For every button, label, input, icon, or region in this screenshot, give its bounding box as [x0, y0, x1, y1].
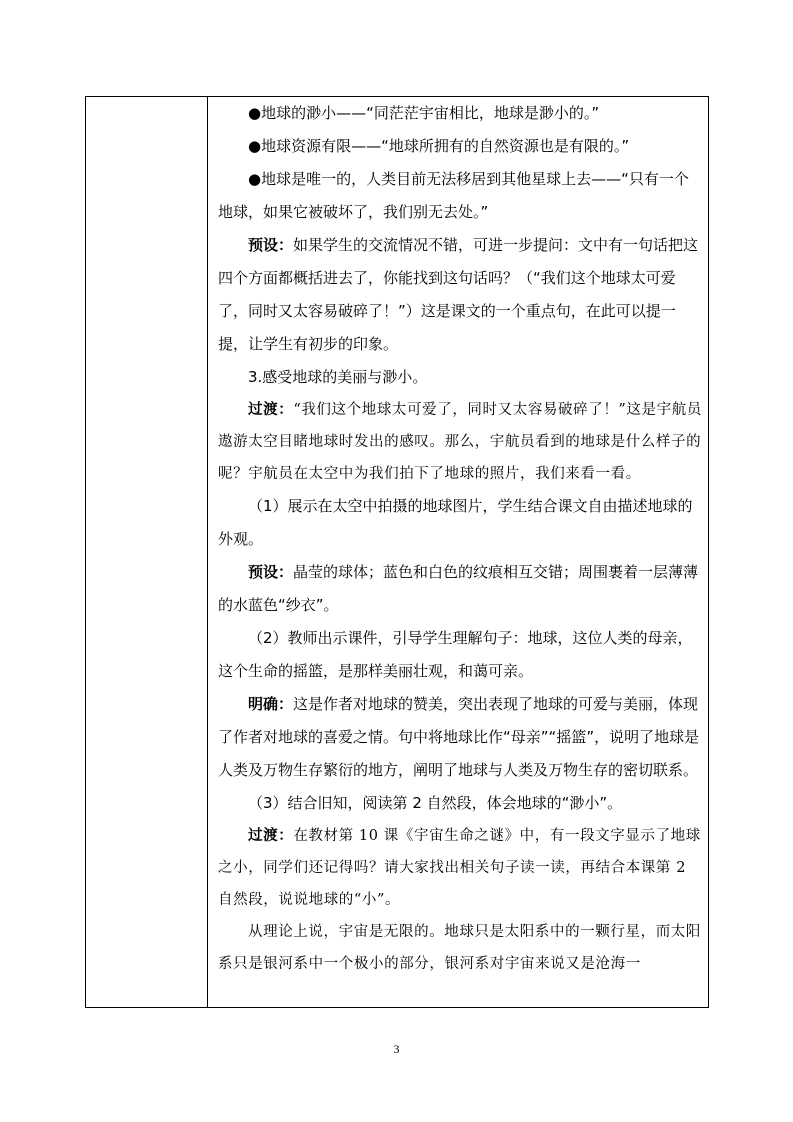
preset-paragraph-1: [218, 229, 702, 361]
preset-paragraph-2: [218, 556, 702, 622]
transition-paragraph-1: [218, 394, 702, 490]
bullet-earth-small: ●地球的渺小——“同茫茫宇宙相比，地球是渺小的。”: [248, 104, 600, 122]
clarify-text: 这是作者对地球的赞美，突出表现了地球的可爱与美丽，体现了作者对地球的喜爱之情。句中将地球比作“母亲”“摇篮”，说明了地球是人类及万物生存繁衍的地方，阐明了地球与人类及万物生存的密切联系。: [218, 695, 700, 779]
step-1-paragraph: （1）展示在太空中拍摄的地球图片，学生结合课文自由描述地球的外观。: [218, 497, 693, 548]
transition-paragraph-2: [218, 820, 702, 916]
clarify-label: 明确：: [248, 695, 294, 713]
preset-text: 如果学生的交流情况不错，可进一步提问：文中有一句话把这四个方面都概括进去了，你能找到这句话吗？（“我们这个地球太可爱了，同时又太容易破碎了！”）这是课文的一个重点句，在此可以提一提，让学生有初步的印象。: [218, 236, 699, 353]
preset-text: 晶莹的球体；蓝色和白色的纹痕相互交错；周围裹着一层薄薄的水蓝色“纱衣”。: [218, 563, 699, 614]
transition-text: “我们这个地球太可爱了，同时又太容易破碎了！”这是宇航员遨游太空目睹地球时发出的感叹。那么，宇航员看到的地球是什么样子的呢？宇航员在太空中为我们拍下了地球的照片，我们来看一看。: [218, 402, 702, 482]
table-content-cell: [218, 97, 702, 980]
transition-text: 在教材第 10 课《宇宙生命之谜》中，有一段文字显示了地球之小，同学们还记得吗？请大家找出相关句子读一读，再结合本课第 2 自然段，说说地球的“小”。: [218, 828, 701, 908]
transition-label: 过渡：: [248, 828, 294, 844]
step-2-paragraph: （2）教师出示课件，引导学生理解句子：地球，这位人类的母亲，这个生命的摇篮，是那样美丽壮观，和蔼可亲。: [218, 629, 693, 680]
clarify-paragraph: [218, 688, 702, 787]
bullet-resources-limited: ●地球资源有限——“地球所拥有的自然资源也是有限的。”: [248, 137, 630, 155]
preset-label: 预设：: [248, 236, 294, 254]
table-left-column: [86, 97, 208, 1007]
bullet-earth-unique: ●地球是唯一的，人类目前无法移居到其他星球上去——“只有一个地球，如果它被破坏了，我们别无去处。”: [218, 170, 689, 221]
section-heading-3: 3.感受地球的美丽与渺小。: [248, 368, 428, 386]
page-number: 3: [393, 1042, 400, 1056]
step-3-paragraph: （3）结合旧知，阅读第 2 自然段，体会地球的“渺小”。: [248, 794, 623, 812]
preset-label: 预设：: [248, 563, 294, 581]
transition-label: 过渡：: [248, 402, 294, 418]
lesson-table: [85, 96, 709, 1008]
theory-paragraph: 从理论上说，宇宙是无限的。地球只是太阳系中的一颗行星，而太阳系只是银河系中一个极小的部分，银河系对宇宙来说又是沧海一: [218, 924, 701, 972]
